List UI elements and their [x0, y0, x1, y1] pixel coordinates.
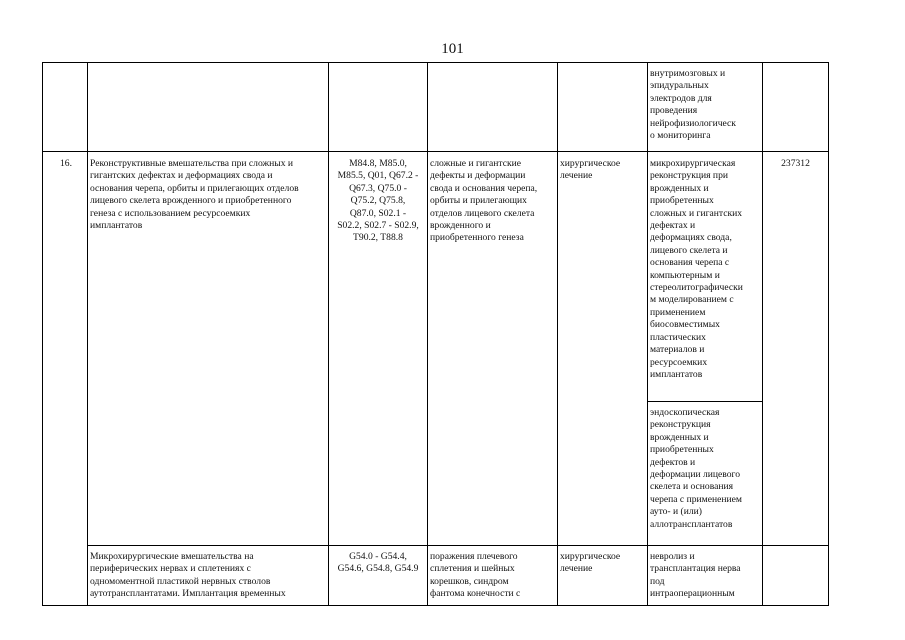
diagnosis-codes-cell: M84.8, M85.0, M85.5, Q01, Q67.2 - Q67.3, Q75.0 - Q75.2, Q75.8, Q87.0, S02.1 - S02.2, S02.7 - S02.9, T90.2, T88.8 — [337, 158, 419, 244]
intervention-name-cell: Микрохирургические вмешательства на периферических нервах и сплетениях с одномоментной пластикой нервных стволов аутотрансплантатами. Имплантация временных — [90, 551, 286, 600]
patient-model-cell: сложные и гигантские дефекты и деформации свода и основания черепа, орбиты и прилегающих отделов лицевого скелета врожденного и приобретенного генеза — [430, 158, 538, 244]
column-divider — [87, 63, 88, 605]
row-divider — [647, 401, 762, 402]
row-number-cell: 16. — [60, 158, 72, 169]
top-row-method-cell: внутримозговых и эпидуральных электродов для проведения нейрофизиологическ о мониторинга — [650, 68, 736, 142]
page-number: 101 — [441, 41, 464, 57]
column-divider — [427, 63, 428, 605]
intervention-name-cell: Реконструктивные вмешательства при сложных и гигантских дефектах и деформациях свода и основания черепа, орбиты и прилегающих отделов лицевого скелета врожденного и приобретенного генеза с использованием ресурсоемких имплантатов — [90, 158, 299, 232]
column-divider — [557, 63, 558, 605]
treatment-method-cell: эндоскопическая реконструкция врожденных и приобретенных дефектов и деформации лицевого скелета и основания черепа с применением ауто- и (или) аллотрансплантатов — [650, 407, 742, 530]
treatment-type-cell: хирургическое лечение — [560, 158, 621, 182]
cost-cell: 237312 — [781, 158, 810, 169]
column-divider — [647, 63, 648, 605]
diagnosis-codes-cell: G54.0 - G54.4, G54.6, G54.8, G54.9 — [337, 551, 419, 575]
row-divider — [87, 545, 828, 546]
patient-model-cell: поражения плечевого сплетения и шейных корешков, синдром фантома конечности с — [430, 551, 521, 600]
row-divider — [43, 151, 828, 152]
treatment-type-cell: хирургическое лечение — [560, 551, 621, 575]
treatment-method-cell: микрохирургическая реконструкция при врожденных и приобретенных сложных и гигантских дефектах и деформациях свода, лицевого скелета и основания черепа с компьютерным и стереолитографически м моделированием с применением биосовместимых пластических материалов и ресурсоемких имплантатов — [650, 158, 743, 380]
column-divider — [762, 63, 763, 605]
column-divider — [328, 63, 329, 605]
treatment-method-cell: невролиз и трансплантация нерва под интраоперационным — [650, 551, 741, 600]
services-table — [42, 62, 829, 606]
